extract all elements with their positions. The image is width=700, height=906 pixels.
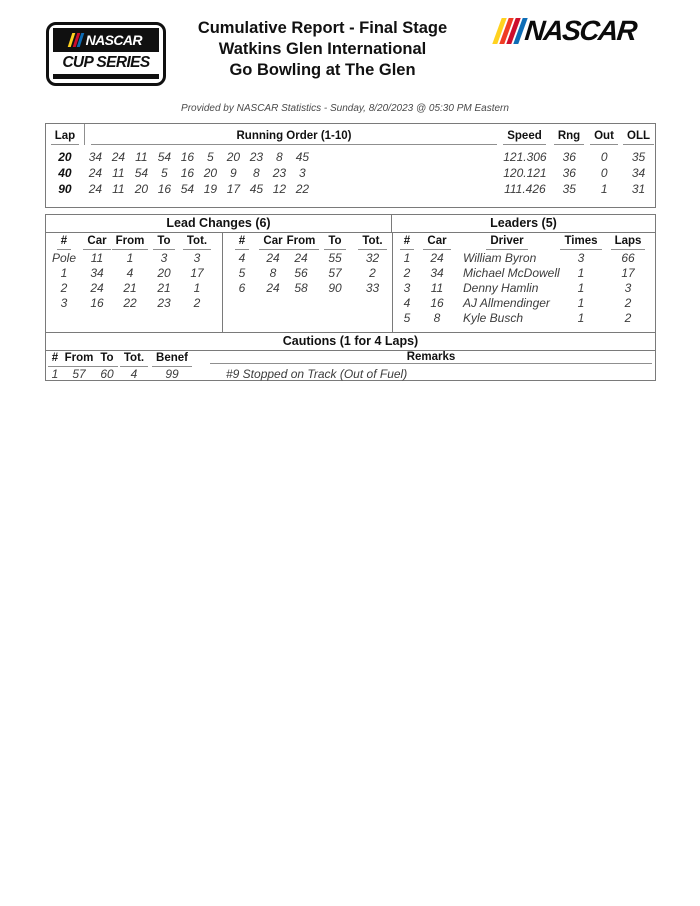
car-number: 16 — [180, 166, 195, 180]
subtable-cell: Pole — [51, 250, 77, 265]
cautions-header-row — [46, 351, 655, 367]
column-header-label: To — [324, 235, 345, 250]
running-order-row — [46, 149, 655, 165]
subtable-row — [393, 310, 655, 325]
car-number: 5 — [207, 150, 214, 164]
subtable-cell: 5 — [238, 265, 246, 280]
column-header — [285, 233, 317, 250]
nascar-logo — [497, 16, 636, 46]
summary-body — [46, 233, 655, 333]
car-number: 54 — [157, 150, 172, 164]
car-number: 24 — [88, 182, 103, 196]
running-order-cars — [84, 182, 498, 196]
subtable-cell: 1 — [577, 310, 585, 325]
column-header — [148, 233, 180, 250]
subtable-cell: 11 — [430, 280, 444, 295]
subtable-row — [46, 250, 222, 265]
column-header-label: Tot. — [358, 235, 386, 250]
car-number: 11 — [112, 166, 125, 180]
column-header-label: Laps — [611, 235, 646, 250]
subtable-row — [393, 280, 655, 295]
column-header — [94, 351, 120, 367]
column-header-label: Tot. — [183, 235, 211, 250]
subtable-header-row — [393, 233, 655, 250]
subtable-cell: 4 — [126, 265, 134, 280]
subtable-cell: 4 — [403, 295, 411, 310]
car-number: 12 — [272, 182, 287, 196]
subtable-cell: 1 — [60, 265, 68, 280]
oll-value: 34 — [631, 166, 646, 180]
subtable-cell: 1 — [577, 280, 585, 295]
caution-cell: 4 — [130, 367, 138, 381]
car-number: 45 — [249, 182, 264, 196]
subtable-cell: 23 — [157, 295, 171, 310]
column-header-label: From — [283, 235, 320, 250]
car-number: 20 — [226, 150, 241, 164]
subtable-cell: 21 — [123, 280, 137, 295]
running-order-row — [46, 165, 655, 181]
car-number: 34 — [88, 150, 103, 164]
car-number: 11 — [135, 150, 148, 164]
subtable-cell: 32 — [365, 250, 380, 265]
column-header — [317, 233, 353, 250]
running-order-column-header: Running Order (1-10) — [85, 124, 497, 145]
subtable-cell: 55 — [328, 250, 342, 265]
subtable-cell: 3 — [60, 295, 68, 310]
out-column-header: Out — [586, 124, 622, 145]
column-header — [561, 233, 601, 250]
lap-value: 20 — [58, 150, 72, 164]
oll-value: 35 — [631, 150, 646, 164]
car-number: 45 — [295, 150, 310, 164]
subtable-cell: 24 — [430, 250, 444, 265]
running-order-row — [46, 181, 655, 197]
speed-value: 121.306 — [503, 150, 547, 164]
subtable-cell: 34 — [430, 265, 444, 280]
out-value: 0 — [600, 150, 608, 164]
caution-cell: 1 — [51, 367, 59, 381]
report-title — [130, 18, 515, 81]
subtable-cell: 2 — [60, 280, 68, 295]
running-order-rows — [46, 149, 655, 197]
subtable-cell: 11 — [90, 250, 104, 265]
lap-value: 40 — [58, 166, 72, 180]
report-title-line2: Watkins Glen International — [218, 40, 427, 58]
column-header-label: To — [96, 352, 117, 367]
subtable-cell: 2 — [624, 310, 632, 325]
subtable-cell: 3 — [193, 250, 201, 265]
oll-column-header: OLL — [622, 124, 655, 145]
subtable-header-row — [223, 233, 392, 250]
subtable-row — [393, 265, 655, 280]
subtable-row — [46, 280, 222, 295]
column-header — [112, 233, 148, 250]
car-number: 16 — [157, 182, 172, 196]
lead-changes-title: Lead Changes (6) — [46, 215, 392, 232]
subtable-cell: 57 — [328, 265, 342, 280]
car-number: 16 — [180, 150, 195, 164]
column-header-label: Benef — [152, 352, 192, 367]
column-header — [148, 351, 196, 367]
car-number: 5 — [161, 166, 168, 180]
subtable-cell: 24 — [294, 250, 308, 265]
car-number: 54 — [134, 166, 149, 180]
car-number: 9 — [230, 166, 237, 180]
running-order-cars — [84, 166, 498, 180]
summary-table — [45, 214, 656, 381]
column-header — [196, 351, 655, 367]
column-header — [64, 351, 94, 367]
subtable-cell: 56 — [294, 265, 308, 280]
column-header — [453, 233, 561, 250]
subtable-cell: 6 — [238, 280, 246, 295]
column-header — [180, 233, 214, 250]
running-order-table — [45, 123, 656, 208]
car-number: 20 — [134, 182, 149, 196]
subtable-cell: 17 — [190, 265, 204, 280]
cautions-title: Cautions (1 for 4 Laps) — [46, 333, 655, 351]
subtable-cell: 2 — [403, 265, 411, 280]
subtable-cell: 22 — [123, 295, 137, 310]
summary-title-row — [46, 215, 655, 233]
column-header-label: # — [235, 235, 249, 250]
column-header — [223, 233, 261, 250]
subtable-cell: 2 — [624, 295, 632, 310]
car-number: 19 — [203, 182, 218, 196]
car-number: 17 — [226, 182, 241, 196]
subtable-cell: 33 — [365, 280, 380, 295]
column-header-label: # — [48, 352, 62, 367]
subtable-cell: Kyle Busch — [463, 310, 524, 325]
column-header — [261, 233, 285, 250]
column-header — [421, 233, 453, 250]
caution-row — [46, 367, 655, 381]
car-number: 11 — [112, 182, 125, 196]
subtable-cell: 1 — [577, 265, 585, 280]
column-header-label: To — [153, 235, 174, 250]
column-header — [82, 233, 112, 250]
car-number: 8 — [276, 150, 283, 164]
column-header-label: From — [112, 235, 149, 250]
subtable-cell: William Byron — [463, 250, 537, 265]
running-order-header-row — [46, 124, 655, 145]
speed-value: 120.121 — [503, 166, 547, 180]
subtable-cell: 2 — [193, 295, 201, 310]
car-number: 23 — [249, 150, 264, 164]
out-value: 0 — [600, 166, 608, 180]
car-number: 3 — [299, 166, 306, 180]
lead-changes-right-subtable — [223, 233, 393, 332]
column-header-label: # — [400, 235, 414, 250]
subtable-cell: 3 — [624, 280, 632, 295]
car-number: 23 — [272, 166, 287, 180]
report-title-line3: Go Bowling at The Glen — [229, 61, 416, 79]
car-number: 24 — [88, 166, 103, 180]
column-header-label: Car — [423, 235, 450, 250]
subtable-header-row — [46, 233, 222, 250]
rng-value: 35 — [562, 182, 576, 196]
caution-cell: 57 — [72, 367, 86, 381]
leaders-title: Leaders (5) — [490, 216, 557, 230]
subtable-cell: 3 — [160, 250, 168, 265]
subtable-row — [223, 280, 392, 295]
caution-cell: 99 — [165, 367, 179, 381]
column-header-label: Car — [83, 235, 110, 250]
subtable-row — [393, 250, 655, 265]
subtable-row — [223, 250, 392, 265]
subtable-cell: 90 — [328, 280, 342, 295]
subtable-cell: 24 — [266, 280, 280, 295]
subtable-cell: 24 — [266, 250, 280, 265]
car-number: 20 — [203, 166, 218, 180]
subtable-cell: 66 — [621, 250, 635, 265]
subtable-row — [393, 295, 655, 310]
subtable-cell: AJ Allmendinger — [463, 295, 550, 310]
lead-changes-left-subtable — [46, 233, 223, 332]
speed-column-header: Speed — [497, 124, 552, 145]
column-header-label: Times — [560, 235, 601, 250]
rng-column-header: Rng — [552, 124, 586, 145]
subtable-cell: 24 — [90, 280, 104, 295]
subtable-row — [46, 265, 222, 280]
column-header — [46, 233, 82, 250]
subtable-cell: 1 — [126, 250, 134, 265]
column-header-label: Remarks — [210, 351, 652, 364]
caution-cell: 60 — [100, 367, 114, 381]
column-header-label: Tot. — [120, 352, 148, 367]
subtable-cell: 20 — [157, 265, 171, 280]
subtable-cell: 3 — [577, 250, 585, 265]
subtable-cell: 16 — [90, 295, 104, 310]
subtable-cell: 1 — [577, 295, 585, 310]
column-header — [601, 233, 655, 250]
subtable-cell: 2 — [369, 265, 376, 280]
provided-by-line: Provided by NASCAR Statistics - Sunday, 8/20/2023 @ 05:30 PM Eastern — [181, 103, 509, 114]
subtable-cell: 17 — [621, 265, 635, 280]
subtable-cell: 1 — [193, 280, 201, 295]
speed-value: 111.426 — [504, 182, 546, 196]
car-number: 22 — [295, 182, 310, 196]
subtable-row — [223, 265, 392, 280]
cup-logo-wordmark: NASCAR — [85, 32, 142, 48]
subtable-row — [46, 295, 222, 310]
column-header-label: # — [57, 235, 71, 250]
subtable-cell: 16 — [430, 295, 444, 310]
subtable-cell: 58 — [294, 280, 308, 295]
rng-value: 36 — [562, 150, 576, 164]
subtable-cell: 21 — [157, 280, 171, 295]
subtable-cell: Michael McDowell — [463, 265, 560, 280]
leaders-subtable — [393, 233, 655, 332]
column-header-label: Car — [259, 235, 286, 250]
column-header — [393, 233, 421, 250]
subtable-cell: Denny Hamlin — [463, 280, 539, 295]
subtable-cell: 34 — [90, 265, 104, 280]
column-header — [353, 233, 392, 250]
subtable-cell: 1 — [403, 250, 411, 265]
column-header — [120, 351, 148, 367]
car-number: 54 — [180, 182, 195, 196]
report-title-line1: Cumulative Report - Final Stage — [197, 19, 448, 37]
rng-value: 36 — [562, 166, 576, 180]
car-number: 8 — [253, 166, 260, 180]
out-value: 1 — [600, 182, 608, 196]
column-header-label: From — [61, 352, 98, 367]
subtable-cell: 3 — [403, 280, 411, 295]
subtable-cell: 8 — [433, 310, 441, 325]
caution-remarks: #9 Stopped on Track (Out of Fuel) — [226, 367, 408, 381]
cautions-rows — [46, 367, 655, 381]
nascar-wordmark: NASCAR — [523, 15, 638, 46]
cup-series-label: CUP SERIES — [62, 54, 150, 71]
subtable-cell: 5 — [403, 310, 411, 325]
car-number: 24 — [111, 150, 126, 164]
running-order-cars — [84, 150, 498, 164]
oll-value: 31 — [631, 182, 646, 196]
column-header-label: Driver — [486, 235, 527, 250]
subtable-cell: 4 — [238, 250, 246, 265]
subtable-cell: 8 — [269, 265, 277, 280]
lap-value: 90 — [58, 182, 72, 196]
lap-column-header: Lap — [46, 124, 85, 145]
